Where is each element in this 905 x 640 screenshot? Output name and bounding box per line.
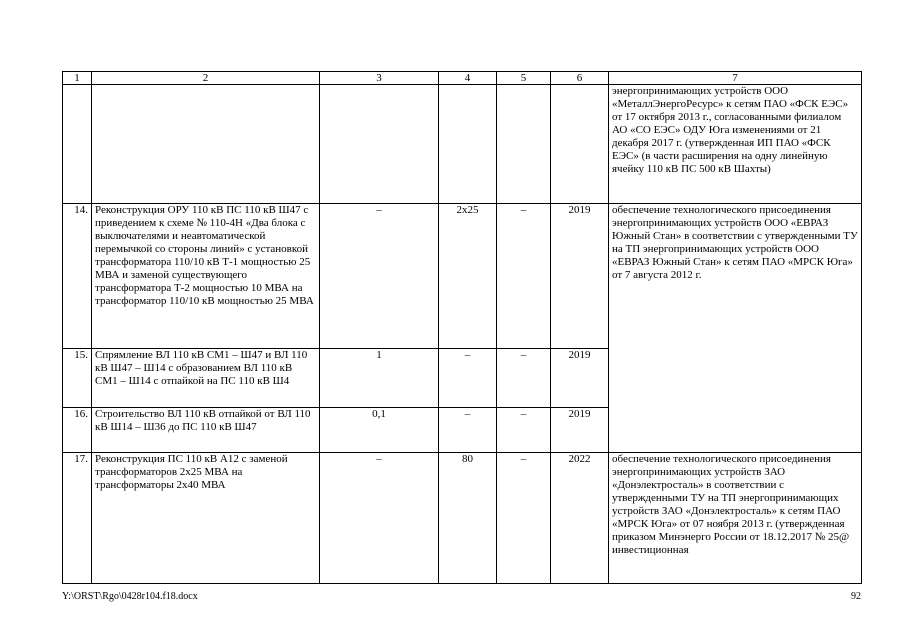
row-number	[63, 85, 92, 204]
footer-page-number: 92	[851, 591, 861, 602]
header-cell: 7	[609, 72, 862, 85]
row-purpose: обеспечение технологического присоединения энергопринимающих устройств ЗАО «Донэлектросталь» в соответствии с утвержденными ТУ на ТП энергопринимающих устройств ЗАО «Донэлектросталь» к сетям ПАО «МРСК Юга» от 07 ноября 2013 г. (утвержденная приказом Минэнерго России от 18.12.2017 № 25@ инвестиционная	[609, 453, 862, 584]
header-cell: 2	[92, 72, 320, 85]
row-length: 0,1	[320, 408, 439, 453]
row-power: 2х25	[439, 204, 497, 349]
row-length: –	[320, 204, 439, 349]
row-year	[551, 85, 609, 204]
row-number: 16.	[63, 408, 92, 453]
row-length: 1	[320, 349, 439, 408]
row-name: Спрямление ВЛ 110 кВ СМ1 – Ш47 и ВЛ 110 кВ Ш47 – Ш14 с образованием ВЛ 110 кВ СМ1 – Ш14 с отпайкой на ПС 110 кВ Ш4	[92, 349, 320, 408]
header-cell: 3	[320, 72, 439, 85]
row-purpose: энергопринимающих устройств ООО «МеталлЭнергоРесурс» к сетям ПАО «ФСК ЕЭС» от 17 октября 2013 г., согласованными филиалом АО «СО ЕЭС» ОДУ Юга изменениями от 21 декабря 2017 г. (утвержденная ИП ПАО «ФСК ЕЭС» (в части расширения на одну линейную ячейку 110 кВ ПС 500 кВ Шахты)	[609, 85, 862, 204]
row-number: 14.	[63, 204, 92, 349]
row-year: 2019	[551, 408, 609, 453]
row-power: –	[439, 408, 497, 453]
table-row	[63, 85, 862, 204]
row-length	[320, 85, 439, 204]
row-col5: –	[497, 453, 551, 584]
row-year: 2019	[551, 204, 609, 349]
header-row	[63, 72, 862, 85]
row-year: 2019	[551, 349, 609, 408]
row-length: –	[320, 453, 439, 584]
row-col5: –	[497, 204, 551, 349]
row-col5	[497, 85, 551, 204]
row-power	[439, 85, 497, 204]
row-name	[92, 85, 320, 204]
row-col5: –	[497, 349, 551, 408]
row-col5: –	[497, 408, 551, 453]
row-number: 15.	[63, 349, 92, 408]
header-cell: 4	[439, 72, 497, 85]
footer-file-path: Y:\ORST\Rgo\0428r104.f18.docx	[62, 591, 198, 602]
row-year: 2022	[551, 453, 609, 584]
row-name: Реконструкция ОРУ 110 кВ ПС 110 кВ Ш47 с приведением к схеме № 110-4Н «Два блока с выключателями и неавтоматической перемычкой со стороны линий» с установкой трансформатора 110/10 кВ Т-1 мощностью 25 МВА и заменой существующего трансформатора Т-2 мощностью 10 МВА на трансформатор 110/10 кВ мощностью 25 МВА	[92, 204, 320, 349]
main-table	[62, 71, 862, 584]
table-row	[63, 204, 862, 349]
row-purpose: обеспечение технологического присоединения энергопринимающих устройств ООО «ЕВРАЗ Южный Стан» в соответствии с утвержденными ТУ на ТП энергопринимающих устройств ООО «ЕВРАЗ Южный Стан» к сетям ПАО «МРСК Юга» от 7 августа 2012 г.	[609, 204, 862, 453]
table-row	[63, 453, 862, 584]
header-cell: 5	[497, 72, 551, 85]
row-name: Строительство ВЛ 110 кВ отпайкой от ВЛ 110 кВ Ш14 – Ш36 до ПС 110 кВ Ш47	[92, 408, 320, 453]
row-name: Реконструкция ПС 110 кВ А12 с заменой трансформаторов 2х25 МВА на трансформаторы 2х40 МВА	[92, 453, 320, 584]
row-power: 80	[439, 453, 497, 584]
row-power: –	[439, 349, 497, 408]
row-number: 17.	[63, 453, 92, 584]
header-cell: 1	[63, 72, 92, 85]
header-cell: 6	[551, 72, 609, 85]
